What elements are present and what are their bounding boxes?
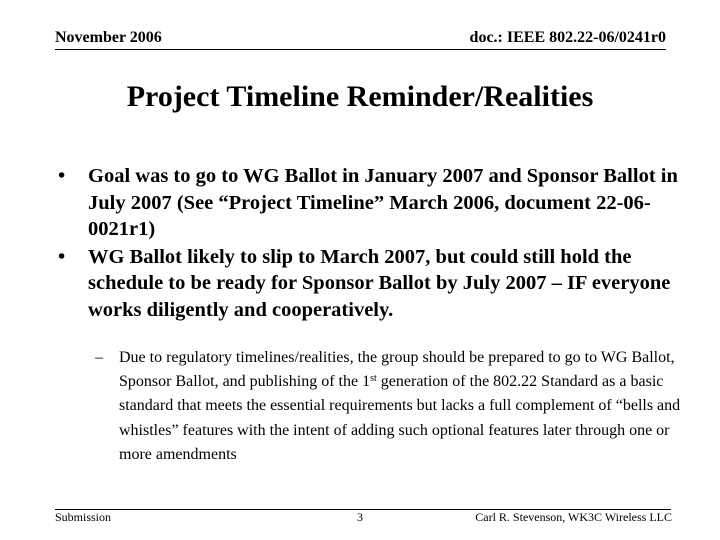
footer-author: Carl R. Stevenson, WK3C Wireless LLC [475,510,672,524]
bullet-item-goal [58,163,678,243]
bullet-text: WG Ballot likely to slip to March 2007, but could still hold the schedule to be ready for Sponsor Ballot by July 2007 – IF everyone works diligently and cooperatively. [88,245,671,321]
bullet-item-wg-ballot [58,244,678,324]
ordinal-superscript: st [370,373,377,385]
header-date: November 2006 [55,29,162,46]
footer-submission: Submission [55,510,112,524]
sub-bullet-item [95,346,681,467]
sub-bullet-text-end: generation of the 802.22 Standard as a basic standard that meets the essential requirements but lacks a full complement of “bells and whistles” features with the intent of adding such optional features later through one or more amendments [119,373,681,463]
bullet-marker: • [58,165,66,187]
bullet-list [58,163,678,324]
footer-page-number: 3 [357,510,363,524]
slide-title: Project Timeline Reminder/Realities [126,80,594,113]
bullet-marker: • [58,245,66,268]
header-divider [55,49,666,50]
bullet-text: Goal was to go to WG Ballot in January 2007 and Sponsor Ballot in July 2007 (See “Project Timeline” March 2006, document 22-06-0021r1) [88,165,678,240]
sub-bullet-text [95,346,681,467]
sub-bullet-marker: – [95,349,103,366]
sub-bullet-text-start: Due to regulatory timelines/realities, the group should be prepared to go to WG Ballot, Sponsor Ballot, and publishing of the 1 [119,349,675,391]
header-doc-id: doc.: IEEE 802.22-06/0241r0 [469,29,666,46]
